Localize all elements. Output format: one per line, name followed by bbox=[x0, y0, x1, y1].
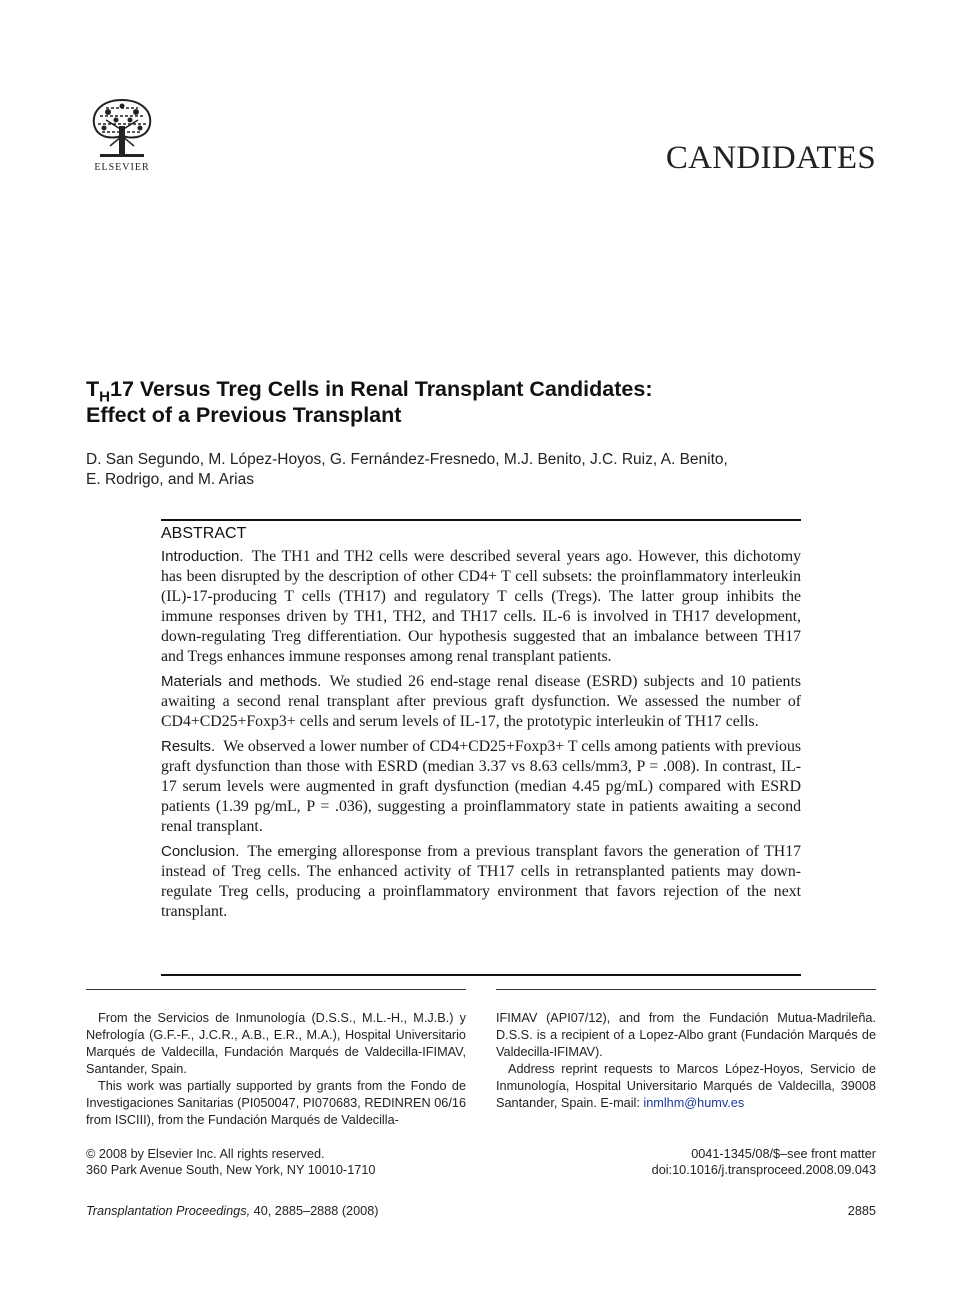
title-subscript: H bbox=[99, 388, 111, 406]
introduction-text: The TH1 and TH2 cells were described several years ago. However, this dichotomy has been disrupted by the description of other CD4+ T cell subsets: the proinflammatory interleukin (IL)-17-producing T cells (TH17) and regulatory T cells (Tregs). The latter group inhibits the immune responses driven by TH1, TH2, and TH17 cells. IL-6 is involved in TH17 development, down-regulating Treg differentiation. Our hypothesis suggested that an imbalance between TH17 and Tregs enhances immune responses among renal transplant patients. bbox=[161, 548, 801, 665]
email-link[interactable]: inmlhm@humv.es bbox=[643, 1096, 745, 1110]
authors-line-1: D. San Segundo, M. López-Hoyos, G. Fernández-Fresnedo, M.J. Benito, J.C. Ruiz, A. Benito, bbox=[86, 451, 728, 468]
abstract-methods bbox=[161, 672, 801, 732]
copyright-block bbox=[86, 1146, 506, 1178]
conclusion-text: The emerging alloresponse from a previous transplant favors the generation of TH17 instead of Treg cells. The enhanced activity of TH17 cells in retransplanted patients may down-regulate Treg cells, producing a proinflammatory environment that favors rejection of the next transplant. bbox=[161, 843, 801, 920]
funding-note: This work was partially supported by grants from the Fondo de Investigaciones Sanitarias (PI050047, PI070683, REDINREN 06/16 from ISCIII), from the Fundación Marqués de Valdecilla- bbox=[86, 1079, 466, 1127]
abstract-introduction bbox=[161, 547, 801, 667]
funding-note-continued: IFIMAV (API07/12), and from the Fundación Mutua-Madrileña. D.S.S. is a recipient of a Lopez-Albo grant (Fundación Marqués de Valdecilla-IFIMAV). bbox=[496, 1011, 876, 1059]
copyright-line: © 2008 by Elsevier Inc. All rights reserved. bbox=[86, 1147, 325, 1161]
results-label: Results. bbox=[161, 738, 216, 755]
reprint-note bbox=[496, 1061, 876, 1112]
affiliation-note: From the Servicios de Inmunología (D.S.S., M.L.-H., M.J.B.) y Nefrología (G.F.-F., J.C.R., A.B., E.R., M.A.), Hospital Universitario Marqués de Valdecilla, Fundación Marqués de Valdecilla-IFIMAV, Santander, Spain. bbox=[86, 1011, 466, 1076]
volume-pages: 40, 2885–2888 (2008) bbox=[250, 1204, 379, 1218]
footnote-rule-right bbox=[496, 989, 876, 990]
conclusion-label: Conclusion. bbox=[161, 843, 240, 860]
abstract-conclusion bbox=[161, 842, 801, 922]
footnotes-left-column bbox=[86, 1010, 466, 1129]
publisher-name: ELSEVIER bbox=[94, 162, 150, 173]
abstract-results bbox=[161, 737, 801, 837]
journal-citation bbox=[86, 1204, 379, 1218]
title-rest: 17 Versus Treg Cells in Renal Transplant Candidates: bbox=[110, 377, 653, 401]
section-label: CANDIDATES bbox=[665, 140, 876, 176]
identifier-block bbox=[456, 1146, 876, 1178]
abstract-top-rule bbox=[161, 519, 801, 521]
author-list bbox=[86, 450, 866, 490]
journal-name: Transplantation Proceedings, bbox=[86, 1204, 251, 1218]
authors-line-2: E. Rodrigo, and M. Arias bbox=[86, 471, 254, 488]
title-line-2: Effect of a Previous Transplant bbox=[86, 403, 402, 427]
footnote-rule-left bbox=[86, 989, 466, 990]
abstract-bottom-rule bbox=[161, 974, 801, 976]
introduction-label: Introduction. bbox=[161, 548, 244, 565]
abstract bbox=[161, 525, 801, 927]
reprint-text: Address reprint requests to Marcos López-Hoyos, Servicio de Inmunología, Hospital Universitario Marqués de Valdecilla, 39008 Santander, Spain. E-mail: bbox=[496, 1062, 876, 1110]
methods-label: Materials and methods. bbox=[161, 673, 322, 690]
title-line-1 bbox=[86, 376, 886, 406]
page-number: 2885 bbox=[847, 1204, 876, 1218]
article-title bbox=[86, 376, 886, 428]
elsevier-tree-icon bbox=[86, 96, 158, 160]
doi[interactable]: doi:10.1016/j.transproceed.2008.09.043 bbox=[651, 1163, 876, 1177]
publisher-address: 360 Park Avenue South, New York, NY 10010-1710 bbox=[86, 1163, 376, 1177]
results-text: We observed a lower number of CD4+CD25+Foxp3+ T cells among patients with previous graft dysfunction than those with ESRD (median 3.37 vs 8.63 cells/mm3, P = .008). In contrast, IL-17 serum levels were augmented in graft dysfunction (median 4.45 pg/mL) compared with ESRD patients (1.39 pg/mL, P = .036), suggesting a proinflammatory state in patients awaiting a second renal transplant. bbox=[161, 738, 801, 835]
methods-text: We studied 26 end-stage renal disease (ESRD) subjects and 10 patients awaiting a second renal transplant after previous graft dysfunction. We assessed the number of CD4+CD25+Foxp3+ cells and serum levels of IL-17, the prototypic interleukin of TH17 cells. bbox=[161, 673, 801, 730]
abstract-heading: ABSTRACT bbox=[161, 525, 247, 542]
issn: 0041-1345/08/$–see front matter bbox=[691, 1147, 876, 1161]
footnotes-right-column bbox=[496, 1010, 876, 1112]
elsevier-logo bbox=[86, 96, 158, 176]
title-t: T bbox=[86, 377, 100, 401]
